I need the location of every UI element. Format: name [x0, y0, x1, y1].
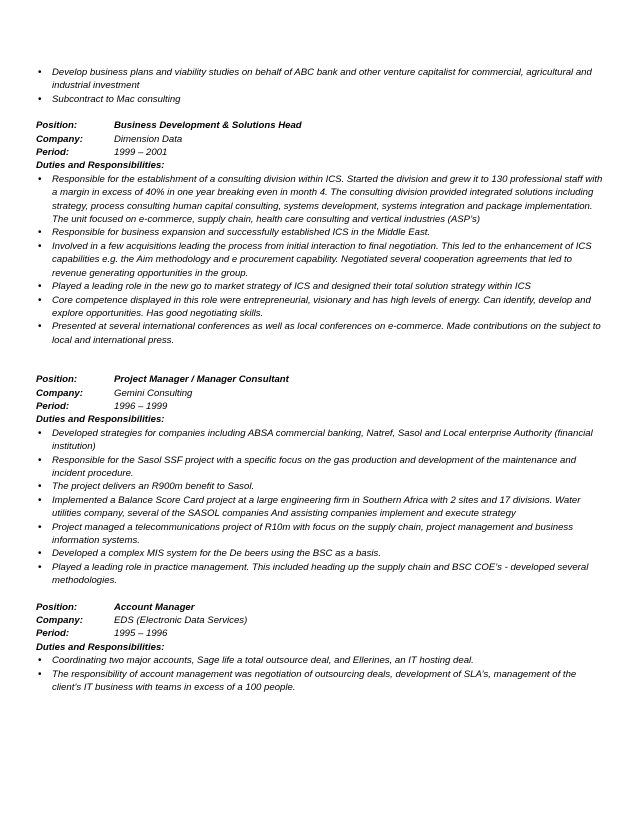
duty-item: • Responsible for business expansion and successfully established ICS in the Middle East.: [36, 226, 606, 239]
company-value: EDS (Electronic Data Services): [114, 615, 248, 627]
period-row: [36, 400, 606, 413]
duties-list: [36, 427, 606, 588]
intro-bullet-list: [36, 66, 606, 106]
period-label: Period:: [36, 400, 70, 412]
duty-item: • The project delivers an R900m benefit to Sasol.: [36, 480, 606, 493]
intro-bullet: • Subcontract to Mac consulting: [36, 93, 606, 106]
company-label: Company:: [36, 133, 83, 145]
position-row: [36, 119, 606, 132]
duty-item: • Implemented a Balance Score Card project at a large engineering firm in Southern Africa with 2 sites and 17 divisions. Water utilities company, several of the SASOL companies And assisting companies implement and execute strategy: [36, 494, 606, 521]
duty-item: • Core competence displayed in this role were entrepreneurial, visionary and has high levels of energy. Can identify, develop and explore opportunities. Has good negotiating skills.: [36, 294, 606, 321]
resume-page: [36, 66, 606, 694]
company-value: Gemini Consulting: [114, 387, 193, 399]
position-label: Position:: [36, 120, 78, 132]
company-row: [36, 614, 606, 627]
duty-item: • Played a leading role in practice management. This included heading up the supply chain and BSC COE’s - developed several methodologies.: [36, 561, 606, 588]
period-label: Period:: [36, 628, 70, 640]
company-row: [36, 133, 606, 146]
period-value: 1996 – 1999: [114, 400, 168, 412]
period-row: [36, 146, 606, 159]
duty-item: • Responsible for the establishment of a consulting division within ICS. Started the division and grew it to 130 professional staff with a margin in excess of 40% in one year breaking even in month 4. The consulting division provided integrated solutions including strategy, process consulting human capital consulting, systems development, systems integration and package implementation. The unit focused on e-commerce, supply chain, health care consulting and vertical industries (ASP’s): [36, 173, 606, 227]
position-row: [36, 601, 606, 614]
duties-heading: Duties and Responsibilities:: [36, 160, 165, 172]
duty-item: • Responsible for the Sasol SSF project with a specific focus on the gas production and development of the maintenance and incident procedure.: [36, 454, 606, 481]
duty-item: • Played a leading role in the new go to market strategy of ICS and designed their total solution strategy within ICS: [36, 280, 606, 293]
position-value: Account Manager: [114, 601, 195, 613]
company-row: [36, 387, 606, 400]
position-row: [36, 373, 606, 386]
job-section: [36, 373, 606, 588]
duty-item: • Project managed a telecommunications project of R10m with focus on the supply chain, project management and business information systems.: [36, 521, 606, 548]
duty-item: • The responsibility of account management was negotiation of outsourcing deals, development of SLA’s, management of the client’s IT business with teams in excess of a 100 people.: [36, 668, 606, 695]
intro-bullet: • Develop business plans and viability studies on behalf of ABC bank and other venture capitalist for commercial, agricultural and industrial investment: [36, 66, 606, 93]
position-label: Position:: [36, 601, 78, 613]
position-value: Project Manager / Manager Consultant: [114, 374, 289, 386]
duty-item: • Developed a complex MIS system for the De beers using the BSC as a basis.: [36, 547, 606, 560]
duty-item: • Coordinating two major accounts, Sage life a total outsource deal, and Ellerines, an IT hosting deal.: [36, 654, 606, 667]
period-label: Period:: [36, 147, 70, 159]
duties-heading: Duties and Responsibilities:: [36, 414, 165, 426]
duties-list: [36, 173, 606, 347]
duties-list: [36, 654, 606, 694]
period-row: [36, 627, 606, 640]
company-label: Company:: [36, 615, 83, 627]
company-label: Company:: [36, 387, 83, 399]
job-section: [36, 601, 606, 695]
duty-item: • Presented at several international conferences as well as local conferences on e-commerce. Made contributions on the subject to local and international press.: [36, 320, 606, 347]
job-section: [36, 119, 606, 347]
duties-heading: Duties and Responsibilities:: [36, 641, 165, 653]
period-value: 1999 – 2001: [114, 147, 168, 159]
position-value: Business Development & Solutions Head: [114, 120, 302, 132]
company-value: Dimension Data: [114, 133, 183, 145]
position-label: Position:: [36, 374, 78, 386]
duty-item: • Developed strategies for companies including ABSA commercial banking, Natref, Sasol and Local enterprise Authority (financial institution): [36, 427, 606, 454]
duty-item: • Involved in a few acquisitions leading the process from initial interaction to final negotiation. This led to the enhancement of ICS capabilities e.g. the Aim methodology and e procurement capability. Negotiated several cooperation agreements that led to revenue generating opportunities in the group.: [36, 240, 606, 280]
period-value: 1995 – 1996: [114, 628, 168, 640]
